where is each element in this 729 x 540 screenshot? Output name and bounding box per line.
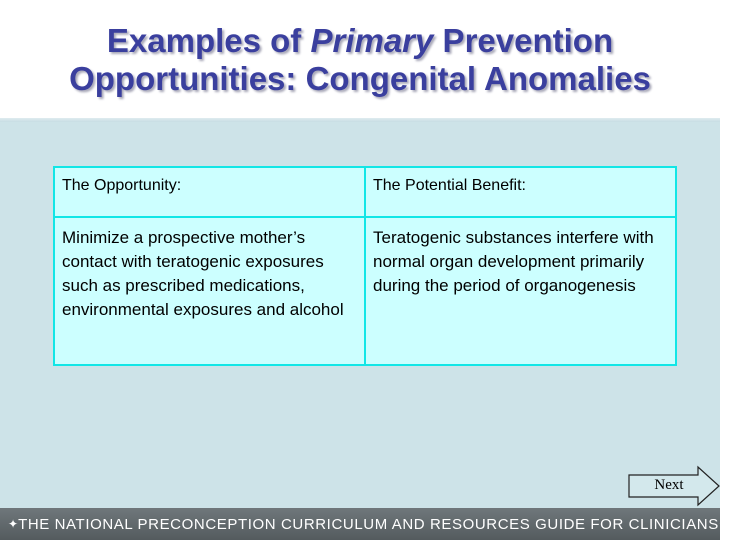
table-header-opportunity: The Opportunity: [55,168,366,218]
title-area [0,0,720,118]
footer-text: THE NATIONAL PRECONCEPTION CURRICULUM AND RESOURCES GUIDE FOR CLINICIANS [18,515,719,533]
diamond-star-icon: ✦ [718,517,729,531]
next-label: Next [654,477,684,493]
title-line-2: Opportunities: Congenital Anomalies [69,60,651,97]
title-text-part1: Examples of [106,22,311,59]
page-title [0,22,720,98]
content-area [0,122,720,508]
title-text-part2: Prevention [433,22,614,59]
table-cell-opportunity: Minimize a prospective mother’s contact with teratogenic exposures such as prescribed medications, environmental exposures and alcohol [55,218,366,364]
title-emphasis: Primary [310,22,434,59]
footer-bar [0,508,729,540]
table-header-benefit: The Potential Benefit: [366,168,675,218]
title-line-1 [0,22,720,60]
opportunity-table [53,166,677,366]
table-cell-benefit: Teratogenic substances interfere with normal organ development primarily during the period of organogenesis [373,228,654,295]
diamond-star-icon: ✦ [8,517,19,531]
next-button[interactable] [628,466,720,506]
